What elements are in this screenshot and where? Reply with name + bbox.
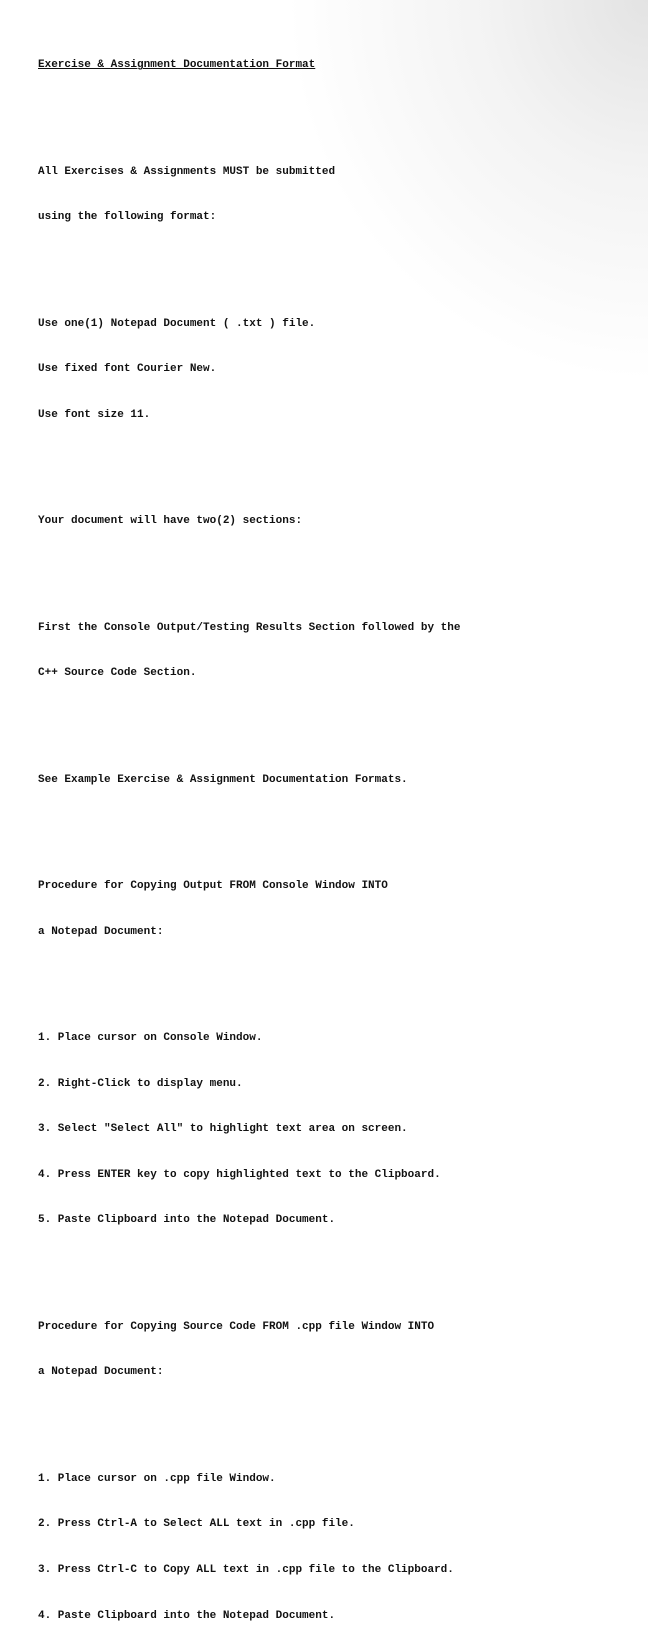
see-examples-line: See Example Exercise & Assignment Documentation Formats. xyxy=(38,773,408,786)
document-body xyxy=(38,28,628,1639)
blank-line xyxy=(38,712,628,727)
document-title: Exercise & Assignment Documentation Format xyxy=(38,59,316,72)
console-step: 3. Select "Select All" to highlight text area on screen. xyxy=(38,1123,408,1136)
source-step: 2. Press Ctrl-A to Select ALL text in .cpp file. xyxy=(38,1518,355,1531)
blank-line xyxy=(38,560,628,575)
source-step: 1. Place cursor on .cpp file Window. xyxy=(38,1472,276,1485)
console-procedure-heading: Procedure for Copying Output FROM Console Window INTO xyxy=(38,880,388,893)
source-step: 3. Press Ctrl-C to Copy ALL text in .cpp file to the Clipboard. xyxy=(38,1564,454,1577)
blank-line xyxy=(38,256,628,271)
sections-order-line: C++ Source Code Section. xyxy=(38,667,197,680)
intro-line: All Exercises & Assignments MUST be submitted xyxy=(38,165,336,178)
console-step: 5. Paste Clipboard into the Notepad Document. xyxy=(38,1214,336,1227)
blank-line xyxy=(38,1411,628,1426)
format-rule: Use one(1) Notepad Document ( .txt ) file. xyxy=(38,317,316,330)
console-step: 1. Place cursor on Console Window. xyxy=(38,1032,263,1045)
sections-intro: Your document will have two(2) sections: xyxy=(38,515,303,528)
source-procedure-heading: a Notepad Document: xyxy=(38,1366,164,1379)
sections-order-line: First the Console Output/Testing Results Section followed by the xyxy=(38,621,461,634)
source-procedure-heading: Procedure for Copying Source Code FROM .cpp file Window INTO xyxy=(38,1320,435,1333)
console-procedure-heading: a Notepad Document: xyxy=(38,925,164,938)
blank-line xyxy=(38,970,628,985)
format-rule: Use fixed font Courier New. xyxy=(38,363,217,376)
blank-line xyxy=(38,1259,628,1274)
console-step: 2. Right-Click to display menu. xyxy=(38,1077,243,1090)
blank-line xyxy=(38,454,628,469)
console-step: 4. Press ENTER key to copy highlighted text to the Clipboard. xyxy=(38,1168,441,1181)
blank-line xyxy=(38,104,628,119)
source-step: 4. Paste Clipboard into the Notepad Document. xyxy=(38,1609,336,1622)
intro-line: using the following format: xyxy=(38,211,217,224)
format-rule: Use font size 11. xyxy=(38,408,151,421)
blank-line xyxy=(38,818,628,833)
